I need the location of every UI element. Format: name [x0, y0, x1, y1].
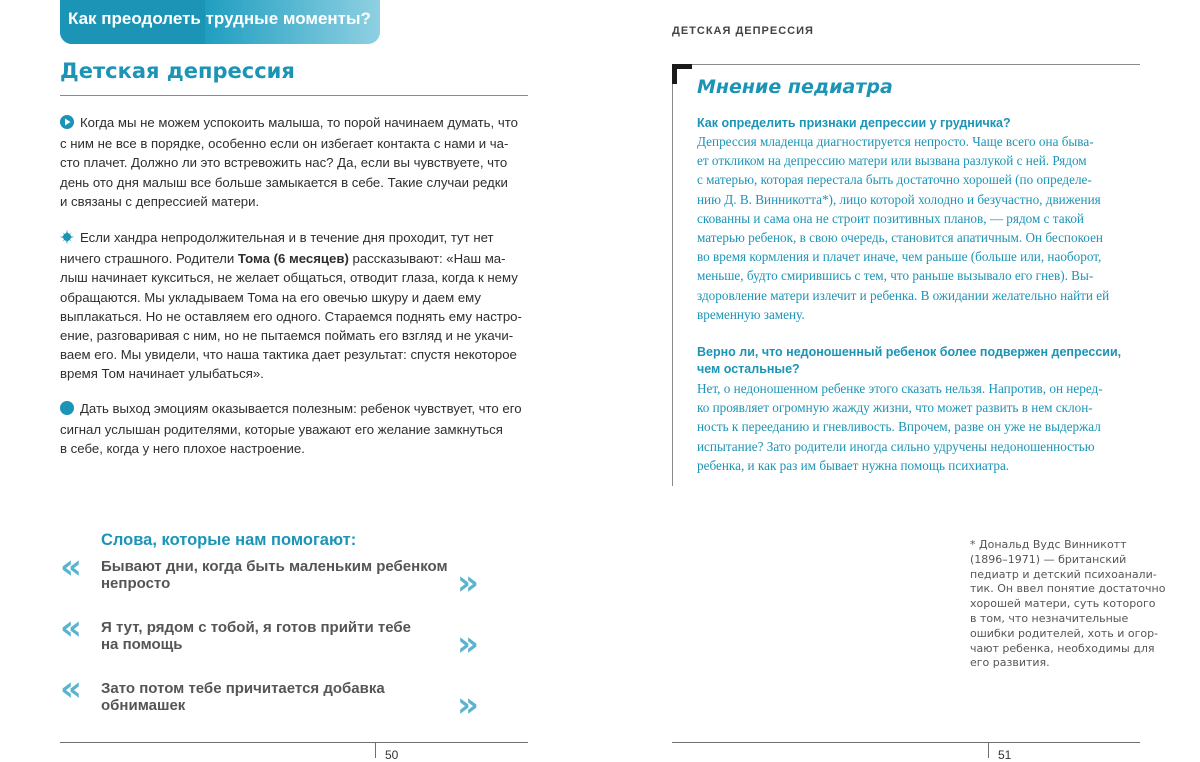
answer-line: матерью ребенок, в свою очередь, становится апатичным. Он беспокоен — [697, 230, 1103, 246]
answer-line: ребенка, и как раз им бывает нужна помощь психиатра. — [697, 457, 1010, 473]
title-divider — [60, 95, 528, 96]
quote-line: Бывают дни, когда быть маленьким ребенком — [101, 558, 448, 575]
play-bullet-icon — [60, 115, 74, 134]
quote-line: непросто — [101, 575, 171, 592]
quote-1 — [101, 558, 461, 592]
paragraph-line: обращаются. Мы укладываем Тома на его овечью шкуру и даем ему — [60, 289, 481, 305]
paragraph-line: сигнал услышан родителями, которые уважают его желание замкнуться — [60, 422, 503, 438]
paragraph-line: в себе, когда у него плохое настроение. — [60, 441, 305, 457]
quote-open-icon: « — [60, 547, 82, 587]
answer-1 — [697, 132, 1137, 324]
sunburst-bullet-icon — [60, 230, 74, 249]
question-line: Верно ли, что недоношенный ребенок более подвержен депрессии, — [697, 345, 1122, 359]
paragraph-text: рассказывают: «Наш ма- — [348, 251, 506, 267]
chapter-banner-text: Как преодолеть трудные моменты? — [68, 9, 371, 28]
paragraph-line: ваем его. Мы увидели, что наша тактика дает результат: спустя некоторое — [60, 347, 517, 363]
paragraph-line: Дать выход эмоциям оказывается полезным: ребенок чувствует, что его — [80, 401, 522, 416]
question-1 — [697, 115, 1137, 132]
page-number-left: 50 — [385, 748, 399, 762]
question-line: Как определить признаки депрессии у грудничка? — [697, 116, 1011, 130]
answer-line: ет откликом на депрессию матери или вызвана разлукой с ней. Рядом — [697, 153, 1087, 169]
footnote-line: (1896–1971) — британский — [970, 552, 1127, 566]
section-title: Детская депрессия — [60, 59, 295, 83]
answer-line: ность к перееданию и гневливость. Впрочем, разве он уже не выдержал — [697, 419, 1101, 435]
footnote-line: в том, что незначительные — [970, 611, 1129, 625]
footnote-line: чают ребенка, необходимы для — [970, 641, 1155, 655]
answer-2 — [697, 379, 1137, 475]
footnote-line: его развития. — [970, 656, 1050, 670]
paragraph-3 — [60, 399, 530, 459]
footnote-line: * Дональд Вудс Винникотт — [970, 538, 1127, 551]
paragraph-line: и связаны с депрессией матери. — [60, 193, 260, 209]
footnote-line: тик. Он ввел понятие достаточно — [970, 582, 1166, 596]
paragraph-line: выплакаться. Но не оставляем его одного. Стараемся поднять ему настро- — [60, 308, 522, 324]
footnote-line: ошибки родителей, хоть и огор- — [970, 626, 1159, 640]
paragraph-line: сто плачет. Должно ли это встревожить нас? Да, если вы чувствуете, что — [60, 155, 508, 171]
quote-open-icon: « — [60, 608, 82, 648]
quote-line: Я тут, рядом с тобой, я готов прийти тебе — [101, 619, 411, 636]
quote-3 — [101, 680, 461, 714]
running-header: ДЕТСКАЯ ДЕПРЕССИЯ — [672, 25, 814, 37]
footnote-line: хорошей матери, суть которого — [970, 597, 1156, 611]
paragraph-line: с ним не все в порядке, особенно если он избегает контакта с нами и ча- — [60, 136, 509, 152]
paragraph-line: Когда мы не можем успокоить малыша, то порой начинаем думать, что — [80, 115, 518, 130]
opinion-box-left-rule — [672, 64, 673, 486]
answer-line: испытание? Зато родители иногда сильно удручены недоношенностью — [697, 438, 1095, 454]
paragraph-line: ение, разговаривая с ним, но не пытаемся поймать его взгляд и не укачи- — [60, 328, 514, 344]
paragraph-line: Если хандра непродолжительная и в течение дня проходит, тут нет — [80, 230, 494, 245]
paragraph-line: день ото дня малыш все больше замыкается в себе. Такие случаи редки — [60, 174, 508, 190]
paragraph-line: лыш начинает кукситься, не желает общаться, отводит глаза, когда к нему — [60, 270, 518, 286]
answer-line: Депрессия младенца диагностируется непросто. Чаще всего она быва- — [697, 134, 1094, 149]
answer-line: меньше, будто смирившись с тем, что раньше вызывало его гнев). Вы- — [697, 268, 1094, 284]
footer-tick-right — [988, 742, 989, 758]
bold-name: Тома (6 месяцев) — [237, 251, 349, 267]
answer-line: во время кормления и плачет иначе, чем раньше (больше или, наоборот, — [697, 249, 1102, 265]
answer-line: нию Д. В. Винникотта*), лицо которой холодно и безучастно, движения — [697, 191, 1101, 207]
quote-line: обнимашек — [101, 697, 186, 714]
answer-line: временную замену. — [697, 306, 805, 322]
opinion-box-top-rule — [672, 64, 1140, 65]
paragraph-2 — [60, 228, 530, 384]
question-2 — [697, 344, 1137, 378]
quote-open-icon: « — [60, 669, 82, 709]
quote-2 — [101, 619, 461, 653]
question-line: чем остальные? — [697, 362, 800, 376]
footnote-line: педиатр и детский психоанали- — [970, 567, 1157, 581]
answer-line: с матерью, которая перестала быть достаточно хорошей (по определе- — [697, 172, 1092, 188]
quote-close-icon: » — [457, 563, 479, 603]
answer-line: скованны и сама она не строит позитивных планов, — рядом с такой — [697, 210, 1084, 226]
quote-close-icon: » — [457, 624, 479, 664]
paragraph-text: ничего страшного. Родители — [60, 251, 238, 267]
footnote — [970, 538, 1166, 671]
footer-divider-right — [672, 742, 1140, 743]
answer-line: здоровление матери излечит и ребенка. В ожидании желательно найти ей — [697, 287, 1110, 303]
quote-line: Зато потом тебе причитается добавка — [101, 680, 385, 697]
circle-bullet-icon — [60, 401, 74, 420]
answer-line: ко проявляет огромную жажду жизни, что может развить в нем склон- — [697, 400, 1093, 416]
page-number-right: 51 — [998, 748, 1012, 762]
opinion-title: Мнение педиатра — [697, 76, 893, 98]
quote-close-icon: » — [457, 685, 479, 725]
helpful-words-title: Слова, которые нам помогают: — [101, 531, 357, 549]
chapter-banner — [60, 0, 380, 44]
footer-tick-left — [375, 742, 376, 758]
paragraph-line: время Том начинает улыбаться». — [60, 366, 264, 382]
footer-divider-left — [60, 742, 528, 743]
paragraph-1 — [60, 113, 530, 211]
quote-line: на помощь — [101, 636, 183, 653]
corner-mark — [672, 64, 677, 84]
answer-line: Нет, о недоношенном ребенке этого сказать нельзя. Напротив, он неред- — [697, 381, 1103, 396]
